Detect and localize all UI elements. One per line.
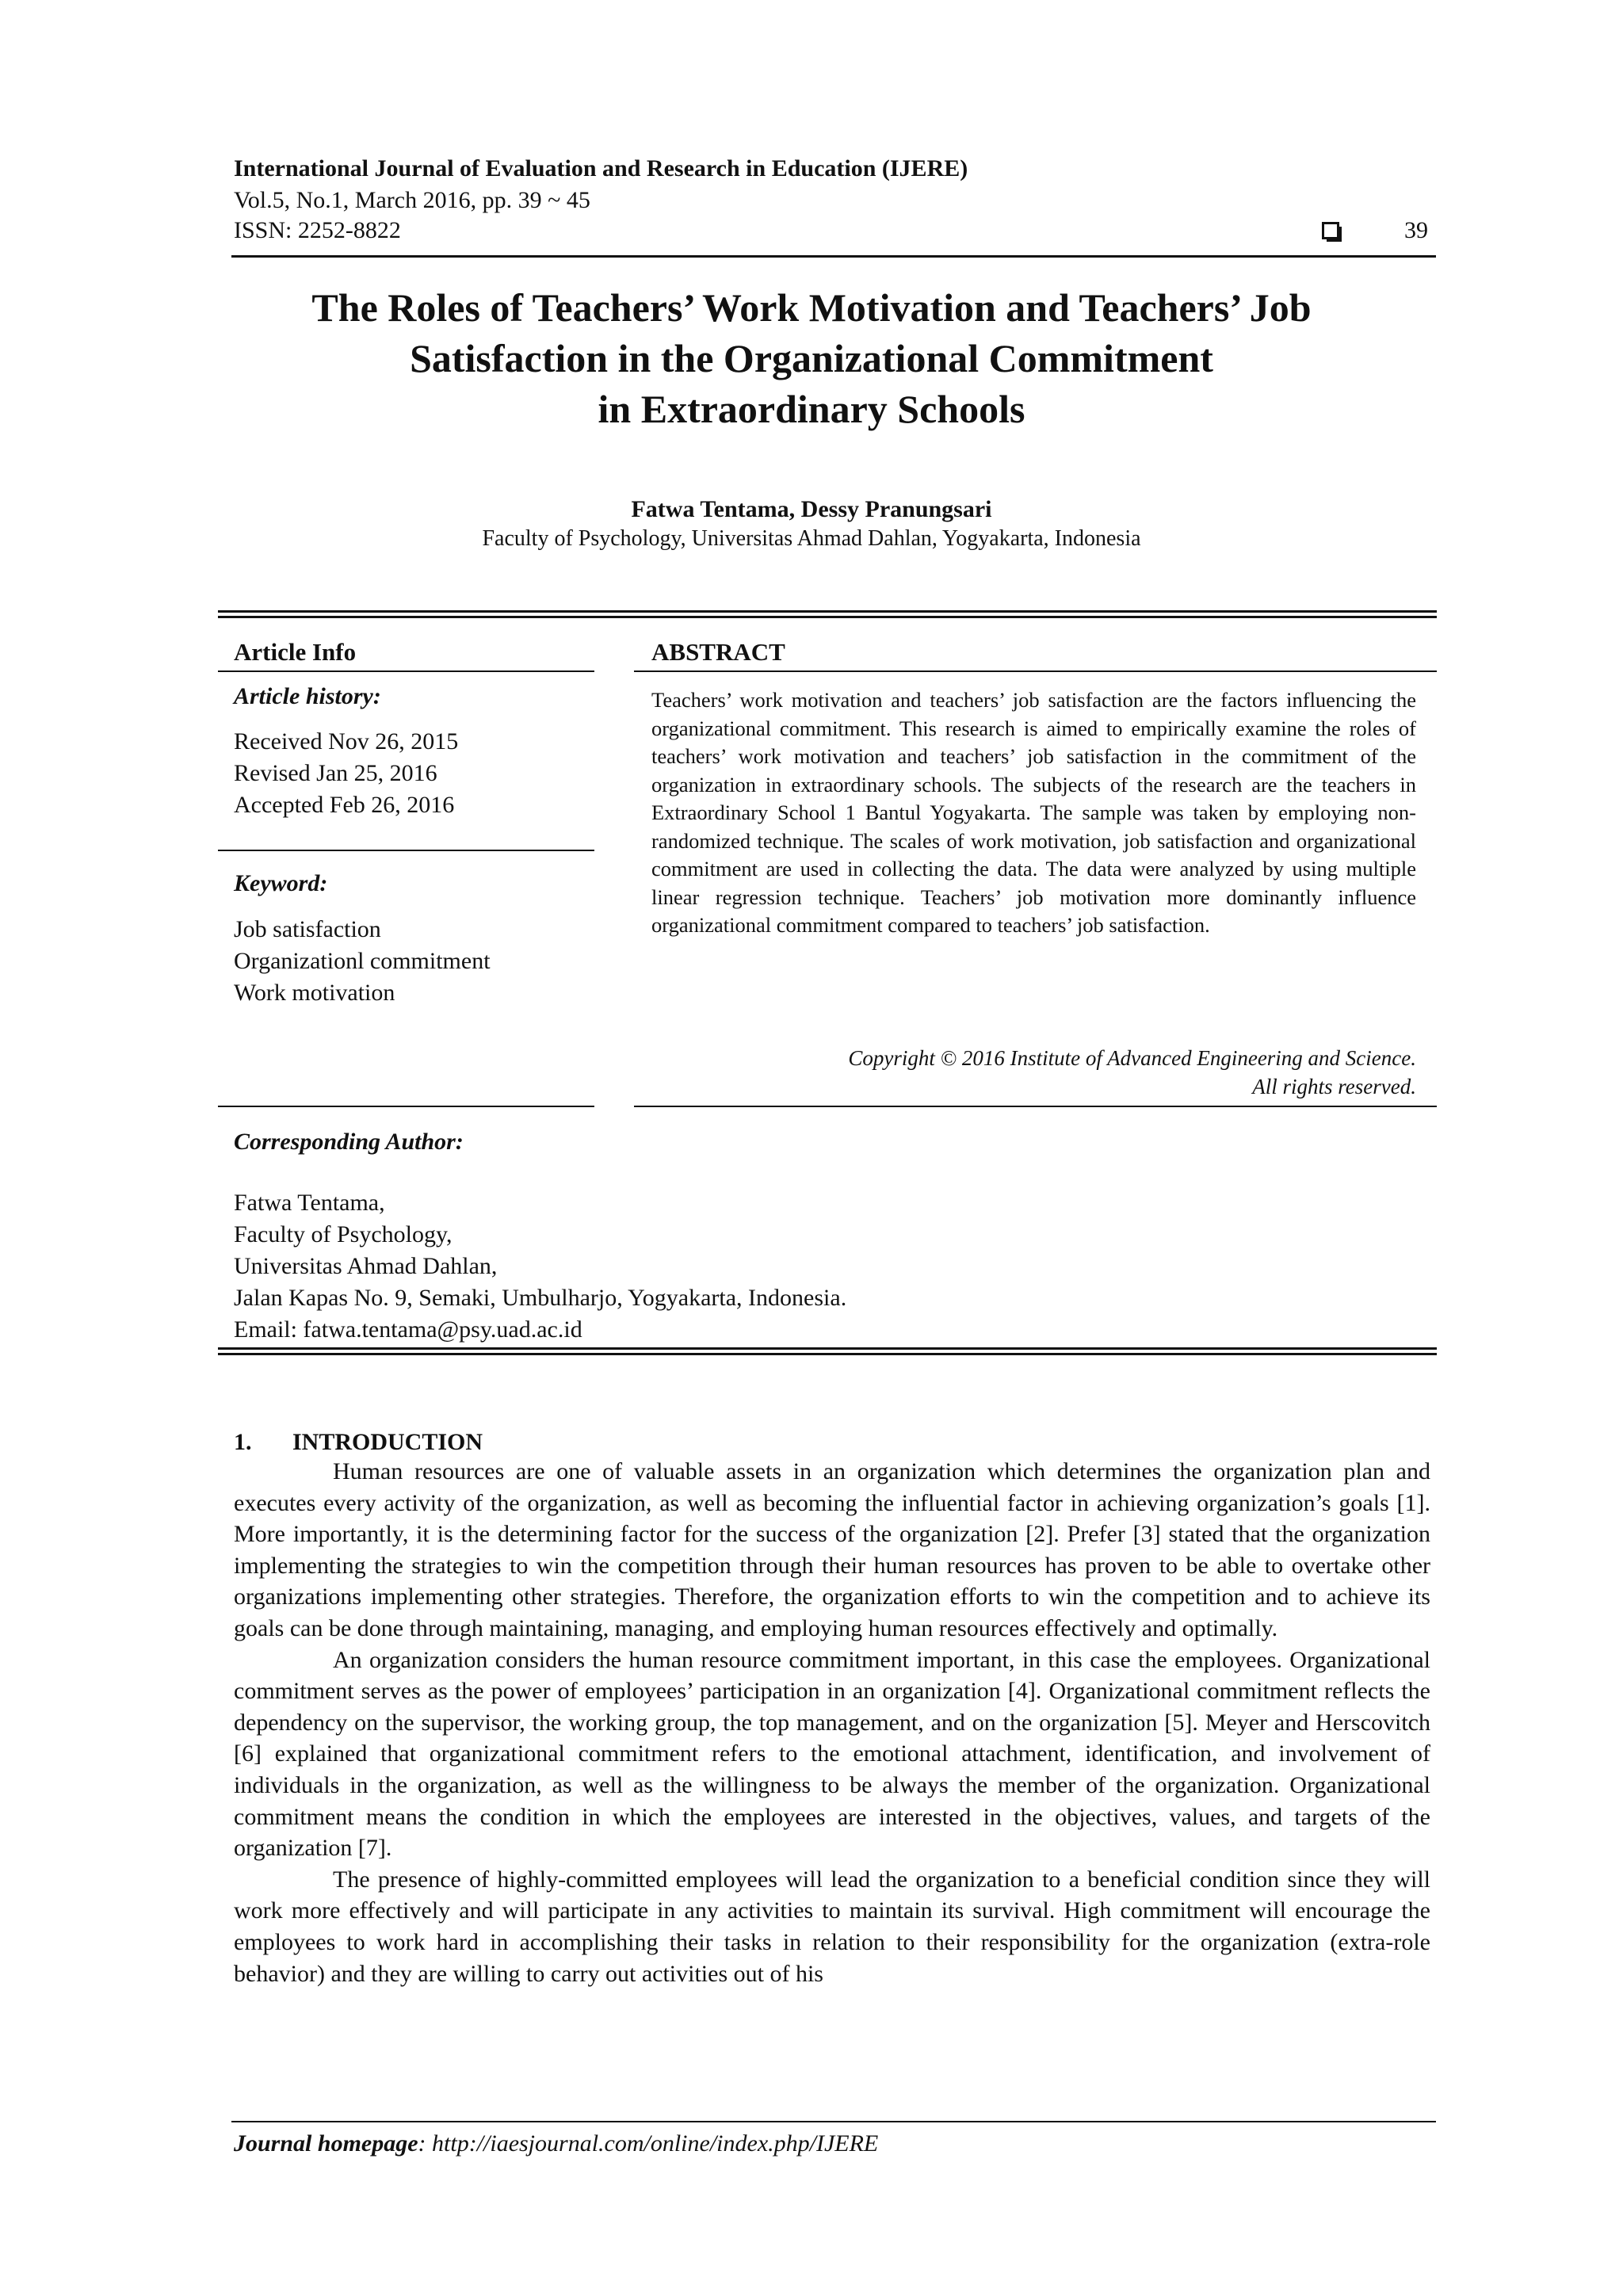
journal-issn: ISSN: 2252-8822 (234, 217, 401, 243)
journal-name: International Journal of Evaluation and Research in Education (IJERE) (234, 155, 968, 181)
footer-rule (231, 2121, 1436, 2122)
homepage-label: Journal homepage (234, 2130, 418, 2157)
article-info-rule (218, 670, 594, 672)
section-heading-introduction (234, 1429, 483, 1456)
authors: Fatwa Tentama, Dessy Pranungsari (631, 496, 992, 522)
title-line-1: The Roles of Teachers’ Work Motivation and Teachers’ Job (311, 285, 1312, 330)
header-rule (231, 255, 1436, 258)
article-history-list (234, 726, 458, 821)
introduction-body (234, 1456, 1430, 1989)
title-line-3: in Extraordinary Schools (598, 387, 1025, 431)
keyword-label: Keyword: (234, 870, 328, 896)
box-bullet-icon (1322, 222, 1339, 239)
section-number: 1. (234, 1429, 252, 1455)
copyright-line-1: Copyright © 2016 Institute of Advanced Engineering and Science. (848, 1046, 1416, 1070)
section-title: INTRODUCTION (292, 1429, 483, 1455)
intro-paragraph-2: An organization considers the human resource commitment important, in this case the employees. Organizational commitment serves as the power of employees’ participation in an organization [4]. Organizational commitment reflects the dependency on the supervisor, the working group, the top management, and on the organization [5]. Meyer and Herscovitch [6] explained that organizational commitment refers to the emotional attachment, identification, and involvement of individuals in the organization, as well as the willingness to be always the member of the organization. Organizational commitment means the condition in which the employees are interested in the objectives, values, and targets of the organization [7]. (234, 1646, 1430, 1862)
divider-top (218, 610, 1437, 613)
corresponding-address: Jalan Kapas No. 9, Semaki, Umbulharjo, Yogyakarta, Indonesia. (234, 1285, 847, 1311)
abstract-heading: ABSTRACT (651, 638, 785, 666)
homepage-separator: : (418, 2130, 433, 2157)
article-info-heading: Article Info (234, 638, 357, 666)
intro-paragraph-3: The presence of highly-committed employees will lead the organization to a beneficial condition since they will work more effectively and will participate in any activities to maintain its survival. High commitment will encourage the employees to work hard in accomplishing their tasks in relation to their responsibility for the organization (extra-role behavior) and they are willing to carry out activities out of his (234, 1866, 1430, 1987)
journal-homepage (234, 2130, 878, 2157)
keyword-list (234, 914, 491, 1009)
history-received: Received Nov 26, 2015 (234, 728, 459, 755)
history-accepted: Accepted Feb 26, 2016 (234, 792, 455, 818)
abstract-bottom-rule (634, 1106, 1437, 1107)
corresponding-name: Fatwa Tentama, (234, 1190, 385, 1216)
title-line-2: Satisfaction in the Organizational Commitment (410, 336, 1213, 380)
page-number: 39 (1404, 217, 1428, 243)
divider-bottom (218, 1347, 1437, 1350)
keyword-item: Work motivation (234, 980, 395, 1006)
history-rule (218, 850, 594, 851)
abstract-rule (634, 670, 1437, 672)
keyword-item: Job satisfaction (234, 916, 381, 942)
paper-title (158, 282, 1465, 434)
corresponding-author-label: Corresponding Author: (234, 1129, 464, 1155)
abstract-text: Teachers’ work motivation and teachers’ job satisfaction are the factors influencing the organizational commitment. This research is aimed to empirically examine the roles of teachers’ work motivation and teachers’ job satisfaction in the commitment of the organization in extraordinary schools. The subjects of the research are the teachers in Extraordinary School 1 Bantul Yogyakarta. The sample was taken by employing non-randomized technique. The scales of work motivation, job satisfaction and organizational commitment are used in collecting the data. The data were analyzed by using multiple linear regression technique. Teachers’ job motivation more dominantly influence organizational commitment compared to teachers’ job satisfaction. (651, 688, 1416, 937)
keyword-item: Organizationl commitment (234, 948, 491, 974)
corresponding-email[interactable]: Email: fatwa.tentama@psy.uad.ac.id (234, 1316, 582, 1343)
affiliation: Faculty of Psychology, Universitas Ahmad Dahlan, Yogyakarta, Indonesia (482, 526, 1141, 551)
copyright-notice (651, 1044, 1416, 1101)
intro-paragraph-1: Human resources are one of valuable assets in an organization which determines the organization plan and executes every activity of the organization, as well as becoming the influential factor in achieving organization’s goals [1]. More importantly, it is the determining factor for the success of the organization [2]. Prefer [3] stated that the organization implementing the strategies to win the competition through their human resources has proven to be able to overtake other organizations implementing other strategies. Therefore, the organization efforts to win the competition and to achieve its goals can be done through maintaining, managing, and employing human resources effectively and optimally. (234, 1458, 1430, 1641)
keyword-rule (218, 1106, 594, 1107)
corresponding-author-details (234, 1187, 846, 1346)
corresponding-faculty: Faculty of Psychology, (234, 1221, 453, 1247)
history-revised: Revised Jan 25, 2016 (234, 760, 437, 786)
corresponding-university: Universitas Ahmad Dahlan, (234, 1253, 498, 1279)
journal-volume: Vol.5, No.1, March 2016, pp. 39 ~ 45 (234, 187, 590, 213)
copyright-line-2: All rights reserved. (1252, 1075, 1416, 1098)
homepage-link[interactable]: http://iaesjournal.com/online/index.php/IJERE (432, 2130, 879, 2157)
article-history-label: Article history: (234, 683, 381, 709)
